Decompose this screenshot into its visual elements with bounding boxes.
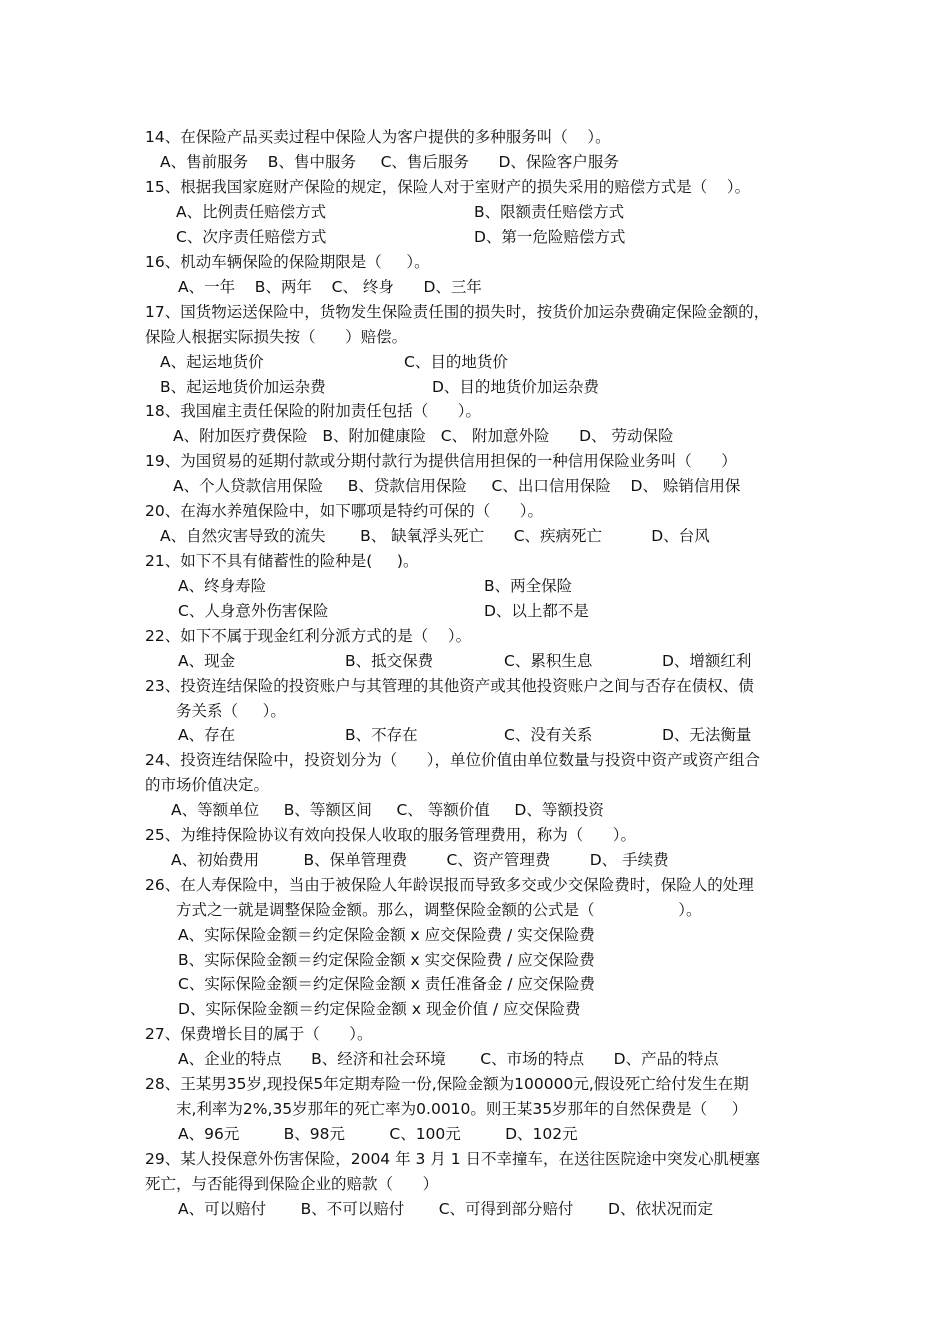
question-23-option-d: D、无法衡量 [662,726,752,744]
question-21-option-d: D、以上都不是 [484,602,589,620]
question-16-options: A、一年 B、两年 C、 终身 D、三年 [178,278,482,296]
question-22: 22、如下不属于现金红利分派方式的是（ ）。 [145,627,472,645]
question-21: 21、如下不具有储蓄性的险种是( )。 [145,552,419,570]
question-15-option-a: A、比例责任赔偿方式 [176,203,327,221]
question-24: 24、投资连结保险中，投资划分为（ ），单位价值由单位数量与投资中资产或资产组合 [145,751,761,769]
question-22-option-d: D、增额红利 [662,652,752,670]
question-22-option-a: A、现金 [178,652,236,670]
question-24-options: A、等额单位 B、等额区间 C、 等额价值 D、等额投资 [171,801,604,819]
question-21-option-c: C、人身意外伤害保险 [178,602,329,620]
question-26: 26、在人寿保险中，当由于被保险人年龄误报而导致多交或少交保险费时，保险人的处理 [145,876,754,894]
question-26-option-d: D、实际保险金额＝约定保险金额 x 现金价值 / 应交保险费 [178,1000,581,1018]
question-19: 19、为国贸易的延期付款或分期付款行为提供信用担保的一种信用保险业务叫（ ） [145,452,737,470]
question-21-option-b: B、两全保险 [484,577,573,595]
question-25-options: A、初始费用 B、保单管理费 C、资产管理费 D、 手续费 [171,851,669,869]
question-16: 16、机动车辆保险的保险期限是（ ）。 [145,253,430,271]
question-14: 14、在保险产品买卖过程中保险人为客户提供的多种服务叫（ ）。 [145,128,611,146]
question-20-options: A、自然灾害导致的流失 B、 缺氧浮头死亡 C、疾病死亡 D、台风 [160,527,710,545]
question-18-options: A、附加医疗费保险 B、附加健康险 C、 附加意外险 D、 劳动保险 [173,427,674,445]
question-28-cont: 末,利率为2%,35岁那年的死亡率为0.0010。则王某35岁那年的自然保费是（ ） [176,1100,748,1118]
question-17-option-d: D、目的地货价加运杂费 [432,378,599,396]
question-15-option-c: C、次序责任赔偿方式 [176,228,327,246]
question-22-option-c: C、累积生息 [504,652,593,670]
question-17-option-b: B、起运地货价加运杂费 [160,378,326,396]
question-26-cont: 方式之一就是调整保险金额。那么，调整保险金额的公式是（ ）。 [176,901,702,919]
question-29: 29、某人投保意外伤害保险，2004 年 3 月 1 日不幸撞车，在送往医院途中突发心肌梗塞 [145,1150,761,1168]
question-27: 27、保费增长目的属于（ ）。 [145,1025,373,1043]
question-28-options: A、96元 B、98元 C、100元 D、102元 [178,1125,578,1143]
question-17-cont: 保险人根据实际损失按（ ）赔偿。 [145,328,408,346]
question-19-options: A、个人贷款信用保险 B、贷款信用保险 C、出口信用保险 D、 赊销信用保 [173,477,741,495]
question-23-option-c: C、没有关系 [504,726,593,744]
question-15-option-b: B、限额责任赔偿方式 [474,203,625,221]
question-22-option-b: B、抵交保费 [345,652,434,670]
question-29-options: A、可以赔付 B、不可以赔付 C、可得到部分赔付 D、依状况而定 [178,1200,713,1218]
question-26-option-c: C、实际保险金额＝约定保险金额 x 责任准备金 / 应交保险费 [178,975,595,993]
question-24-cont: 的市场价值决定。 [145,776,270,794]
question-23: 23、投资连结保险的投资账户与其管理的其他资产或其他投资账户之间与否存在债权、债 [145,677,754,695]
question-29-cont: 死亡，与否能得到保险企业的赔款（ ） [145,1175,439,1193]
question-17: 17、国货物运送保险中，货物发生保险责任围的损失时，按货价加运杂费确定保险金额的， [145,303,770,321]
question-23-option-a: A、存在 [178,726,236,744]
question-27-options: A、企业的特点 B、经济和社会环境 C、市场的特点 D、产品的特点 [178,1050,719,1068]
question-18: 18、我国雇主责任保险的附加责任包括（ ）。 [145,402,482,420]
question-28: 28、王某男35岁,现投保5年定期寿险一份,保险金额为100000元,假设死亡给付发生在期 [145,1075,749,1093]
question-20: 20、在海水养殖保险中，如下哪项是特约可保的（ ）。 [145,502,544,520]
question-15-option-d: D、第一危险赔偿方式 [474,228,626,246]
question-26-option-a: A、实际保险金额＝约定保险金额 x 应交保险费 / 实交保险费 [178,926,595,944]
question-21-option-a: A、终身寿险 [178,577,267,595]
question-17-option-c: C、目的地货价 [404,353,508,371]
question-23-option-b: B、不存在 [345,726,418,744]
question-17-option-a: A、起运地货价 [160,353,264,371]
question-23-cont: 务关系（ ）。 [176,702,286,720]
question-15: 15、根据我国家庭财产保险的规定，保险人对于室财产的损失采用的赔偿方式是（ ）。 [145,178,751,196]
question-14-options: A、售前服务 B、售中服务 C、售后服务 D、保险客户服务 [160,153,619,171]
question-25: 25、为维持保险协议有效向投保人收取的服务管理费用，称为（ ）。 [145,826,637,844]
question-26-option-b: B、实际保险金额＝约定保险金额 x 实交保险费 / 应交保险费 [178,951,595,969]
